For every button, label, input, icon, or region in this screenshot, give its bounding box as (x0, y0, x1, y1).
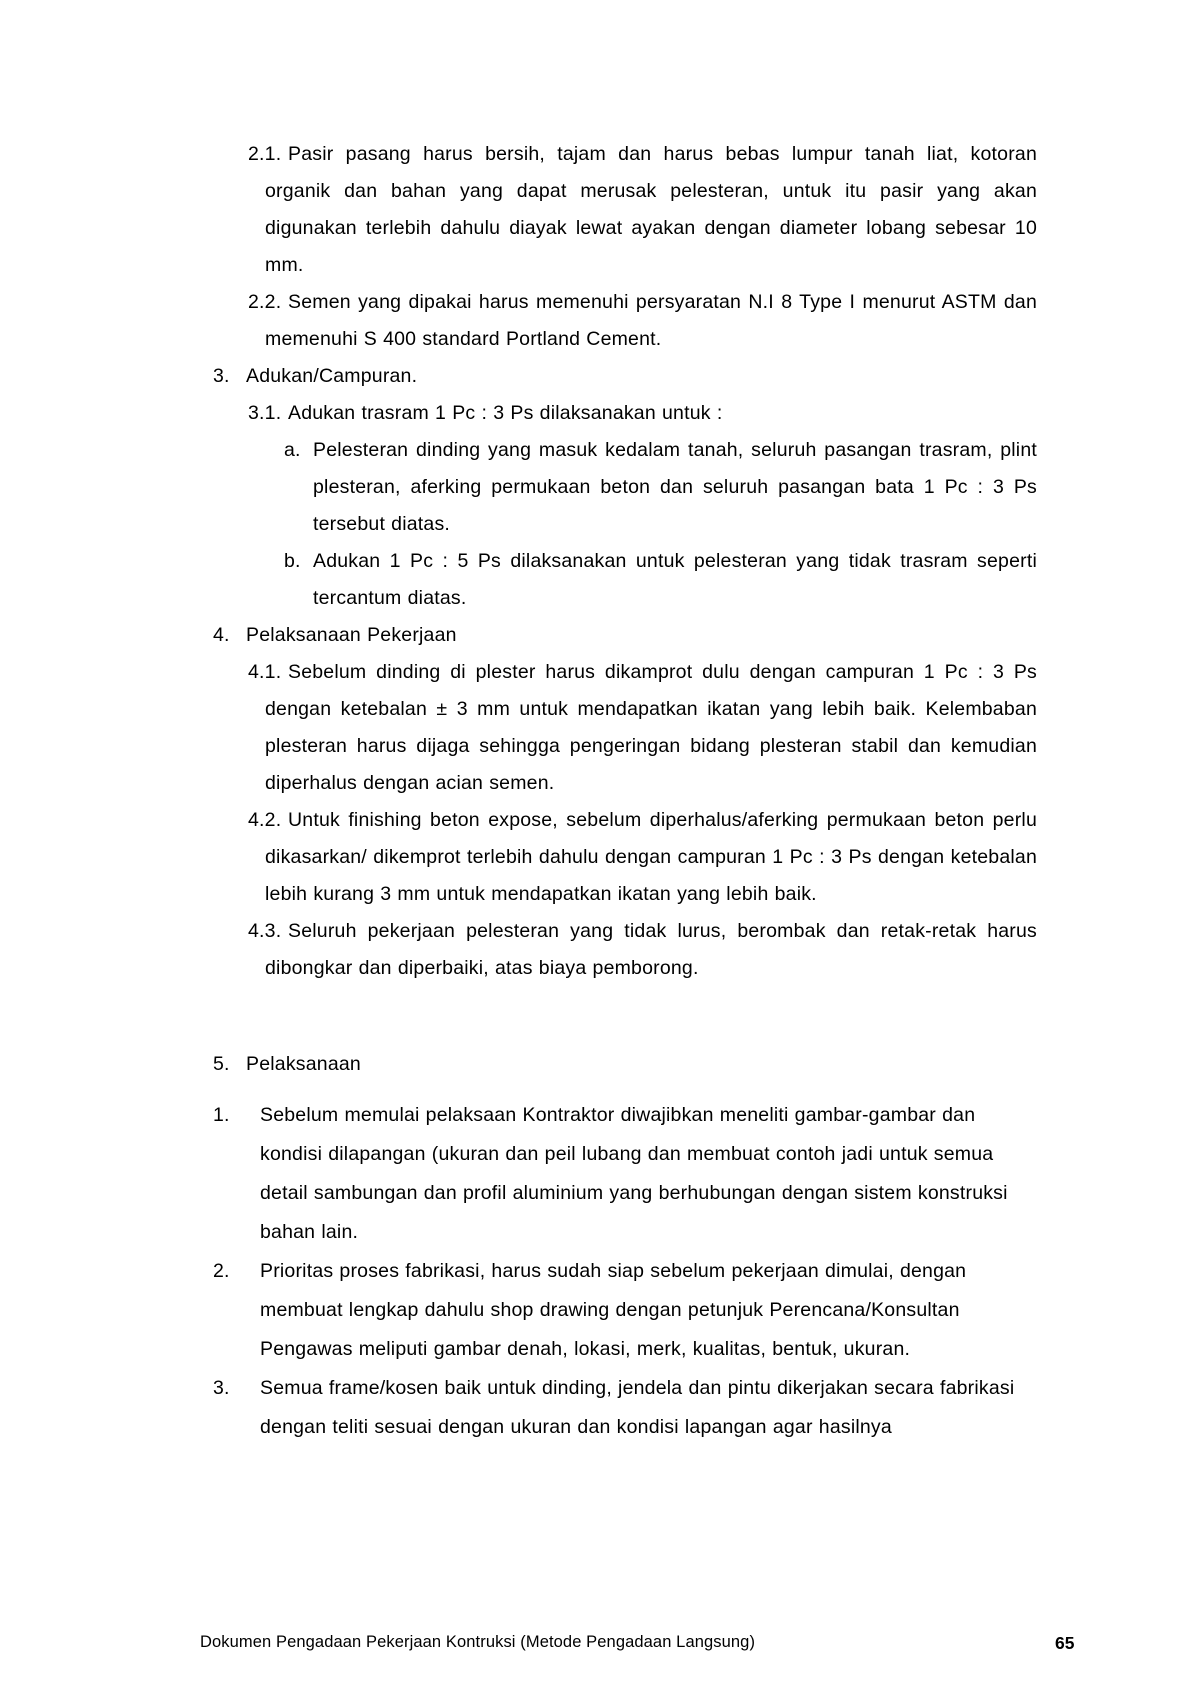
item-text: Pelaksanaan Pekerjaan (246, 624, 457, 646)
section-heading-3 (0, 358, 1037, 395)
item-text: Adukan 1 Pc : 5 Ps dilaksanakan untuk pelesteran yang tidak trasram seperti tercantum diatas. (313, 550, 1037, 609)
item-number: 4. (213, 624, 230, 646)
section-item-3-1 (0, 395, 1037, 432)
item-text: Sebelum dinding di plester harus dikamprot dulu dengan campuran 1 Pc : 3 Ps dengan ketebalan ± 3 mm untuk mendapatkan ikatan yang lebih baik. Kelembaban plesteran harus dijaga sehingga pengeringan bidang plesteran stabil dan kemudian diperhalus dengan acian semen. (265, 661, 1037, 794)
item-text: Pasir pasang harus bersih, tajam dan harus bebas lumpur tanah liat, kotoran organik dan bahan yang dapat merusak pelesteran, untuk itu pasir yang akan digunakan terlebih dahulu diayak lewat ayakan dengan diameter lobang sebesar 10 mm. (265, 143, 1037, 276)
section-item-4-1 (0, 654, 1037, 802)
item-text: Seluruh pekerjaan pelesteran yang tidak lurus, berombak dan retak-retak harus dibongkar dan diperbaiki, atas biaya pemborong. (265, 920, 1037, 979)
item-text: Sebelum memulai pelaksaan Kontraktor diwajibkan meneliti gambar-gambar dan kondisi dilapangan (ukuran dan peil lubang dan membuat contoh jadi untuk semua detail sambungan dan profil aluminium yang berhubungan dengan sistem konstruksi bahan lain. (260, 1104, 1008, 1243)
item-text: Untuk finishing beton expose, sebelum diperhalus/aferking permukaan beton perlu dikasarkan/ dikemprot terlebih dahulu dengan campuran 1 Pc : 3 Ps dengan ketebalan lebih kurang 3 mm untuk mendapatkan ikatan yang lebih baik. (265, 809, 1037, 905)
list-item-1 (0, 1096, 1037, 1252)
item-text: Pelaksanaan (246, 1053, 361, 1075)
footer-text: Dokumen Pengadaan Pekerjaan Kontruksi (Metode Pengadaan Langsung) (200, 1633, 756, 1651)
section-heading-5 (0, 1046, 1037, 1083)
item-number: 3.1. (248, 402, 282, 424)
page-number: 65 (1055, 1633, 1075, 1653)
list-item-2 (0, 1252, 1037, 1369)
list-item-3 (0, 1369, 1037, 1447)
section-item-2-1 (0, 136, 1037, 284)
section-heading-4 (0, 617, 1037, 654)
footer (0, 1633, 1191, 1663)
item-number: 4.1. (248, 661, 282, 683)
section-item-3-1-b (0, 543, 1037, 617)
item-number: 4.3. (248, 920, 282, 942)
section-item-3-1-a (0, 432, 1037, 543)
section-item-4-2 (0, 802, 1037, 913)
item-text: Adukan trasram 1 Pc : 3 Ps dilaksanakan untuk : (288, 402, 723, 424)
item-text: Pelesteran dinding yang masuk kedalam tanah, seluruh pasangan trasram, plint plesteran, aferking permukaan beton dan seluruh pasangan bata 1 Pc : 3 Ps tersebut diatas. (313, 439, 1037, 535)
item-text: Adukan/Campuran. (246, 365, 418, 387)
item-number: a. (284, 439, 301, 461)
item-number: 3. (213, 365, 230, 387)
item-number: 2. (213, 1260, 230, 1282)
item-number: 2.1. (248, 143, 282, 165)
item-text: Semua frame/kosen baik untuk dinding, jendela dan pintu dikerjakan secara fabrikasi dengan teliti sesuai dengan ukuran dan kondisi lapangan agar hasilnya (260, 1377, 1015, 1438)
item-number: 1. (213, 1104, 230, 1126)
section-item-4-3 (0, 913, 1037, 987)
item-number: 2.2. (248, 291, 282, 313)
item-number: 3. (213, 1377, 230, 1399)
item-number: 4.2. (248, 809, 282, 831)
section-item-2-2 (0, 284, 1037, 358)
item-number: 5. (213, 1053, 230, 1075)
item-text: Semen yang dipakai harus memenuhi persyaratan N.I 8 Type I menurut ASTM dan memenuhi S 400 standard Portland Cement. (265, 291, 1037, 350)
item-text: Prioritas proses fabrikasi, harus sudah siap sebelum pekerjaan dimulai, dengan membuat lengkap dahulu shop drawing dengan petunjuk Perencana/Konsultan Pengawas meliputi gambar denah, lokasi, merk, kualitas, bentuk, ukuran. (260, 1260, 967, 1360)
item-number: b. (284, 550, 301, 572)
